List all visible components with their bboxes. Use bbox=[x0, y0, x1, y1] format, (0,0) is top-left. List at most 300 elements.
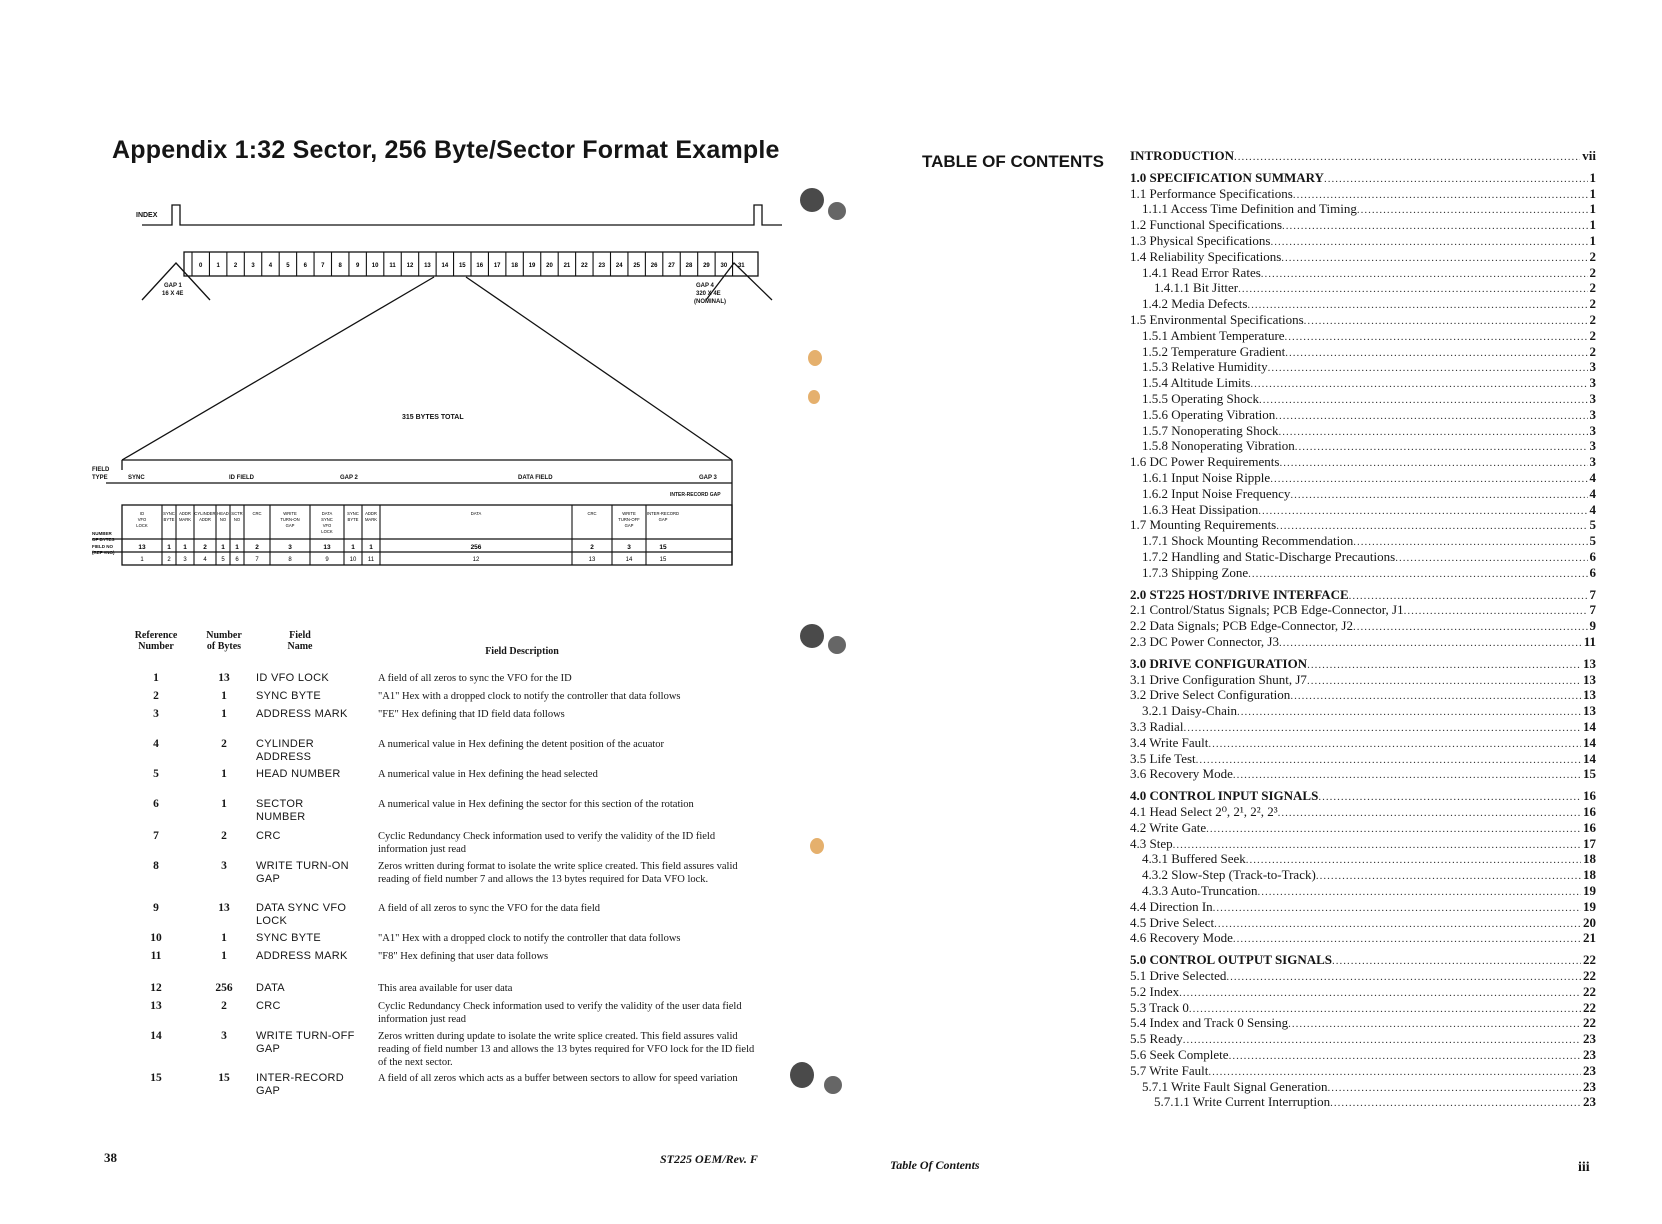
toc-entry-title: 5.1 Drive Selected bbox=[1130, 968, 1227, 983]
column-name: SYNC bbox=[321, 517, 333, 522]
toc-entry[interactable] bbox=[1130, 820, 1596, 836]
column-name: NO bbox=[219, 517, 227, 522]
field-ref: 4 bbox=[153, 738, 159, 750]
toc-entry-title: 1.7.2 Handling and Static-Discharge Precautions bbox=[1142, 549, 1396, 564]
toc-entry-title: 3.2.1 Daisy-Chain bbox=[1142, 703, 1237, 719]
row-label-number: NUMBER bbox=[92, 531, 112, 536]
toc-entry-page: 2 bbox=[1589, 343, 1596, 359]
toc-entry[interactable] bbox=[1130, 391, 1596, 407]
toc-entry-title: 1.5.3 Relative Humidity bbox=[1142, 359, 1268, 375]
sector-label: 13 bbox=[424, 263, 431, 269]
column-bytes: 1 bbox=[369, 544, 373, 551]
sector-label: 23 bbox=[598, 263, 606, 269]
toc-leader-dots bbox=[1270, 471, 1587, 487]
toc-entry[interactable] bbox=[1130, 517, 1596, 533]
toc-entry-title: 2.1 Control/Status Signals; PCB Edge-Connector, J1 bbox=[1130, 602, 1404, 618]
sector-label: 29 bbox=[703, 263, 710, 269]
column-name: ADDR bbox=[199, 517, 211, 522]
stain-1 bbox=[808, 350, 822, 366]
toc-leader-dots bbox=[1316, 868, 1581, 884]
header-ref-2: Number bbox=[138, 641, 174, 652]
toc-entry[interactable] bbox=[1130, 1031, 1596, 1047]
toc-leader-dots bbox=[1196, 752, 1581, 768]
toc-entry-page: 5 bbox=[1589, 517, 1596, 533]
field-description: A numerical value in Hex defining the head selected bbox=[378, 769, 598, 780]
field-description: Zeros written during format to isolate the write splice created. This field assures valid reading of field number 7 and allows the 13 bytes required for Data VFO lock. bbox=[378, 861, 738, 885]
field-ref: 14 bbox=[150, 1030, 162, 1042]
column-name: GAP bbox=[658, 517, 668, 522]
field-ref: 1 bbox=[153, 672, 159, 684]
right-page-number: iii bbox=[1578, 1160, 1590, 1175]
toc-leader-dots bbox=[1179, 985, 1581, 1001]
toc-entry-page: 23 bbox=[1583, 1062, 1596, 1078]
field-description: A field of all zeros to sync the VFO for the ID bbox=[378, 673, 572, 684]
stain-3 bbox=[810, 838, 824, 854]
toc-leader-dots bbox=[1353, 619, 1588, 635]
toc-entry-page: 3 bbox=[1589, 359, 1596, 375]
field-description: A field of all zeros to sync the VFO for the data field bbox=[378, 903, 600, 914]
field-description: "F8" Hex defining that user data follows bbox=[378, 951, 549, 962]
toc-entry-title: 4.0 CONTROL INPUT SIGNALS bbox=[1130, 788, 1319, 804]
toc-entry[interactable] bbox=[1130, 656, 1596, 672]
toc-entry-page: 13 bbox=[1583, 687, 1596, 703]
toc-entry-title: 3.5 Life Test bbox=[1130, 750, 1196, 766]
column-name: MARK bbox=[178, 517, 192, 522]
column-name: CYLINDER bbox=[194, 511, 216, 516]
field-name: INTER-RECORD GAP bbox=[256, 1072, 344, 1097]
field-bytes: 1 bbox=[221, 950, 227, 962]
toc-entry-title: 1.0 SPECIFICATION SUMMARY bbox=[1130, 169, 1324, 185]
toc-leader-dots bbox=[1214, 916, 1581, 932]
field-ref: 2 bbox=[153, 690, 159, 702]
toc-entry[interactable] bbox=[1130, 930, 1596, 946]
toc-entry[interactable] bbox=[1130, 201, 1596, 217]
toc-leader-dots bbox=[1275, 408, 1587, 424]
column-name: SYNC bbox=[347, 511, 359, 516]
toc-entry-title: 1.5 Environmental Specifications bbox=[1130, 312, 1304, 327]
toc-entry[interactable] bbox=[1130, 1079, 1596, 1095]
column-name: VFO bbox=[322, 523, 332, 528]
field-ref: 6 bbox=[153, 798, 159, 810]
sector-label: 22 bbox=[581, 263, 588, 269]
toc-entry-page: 23 bbox=[1583, 1078, 1596, 1094]
toc-leader-dots bbox=[1247, 297, 1587, 313]
toc-entry[interactable] bbox=[1130, 587, 1596, 603]
toc-entry[interactable] bbox=[1130, 549, 1596, 565]
field-name: CRC bbox=[256, 830, 281, 842]
toc-entry-page: 13 bbox=[1583, 655, 1596, 671]
field-description: A numerical value in Hex defining the sector for this section of the rotation bbox=[378, 799, 694, 810]
sector-label: 31 bbox=[737, 263, 745, 269]
column-name: GAP bbox=[285, 523, 295, 528]
toc-entry[interactable] bbox=[1130, 836, 1596, 852]
column-name: DATA bbox=[470, 511, 482, 516]
column-ref: 15 bbox=[659, 557, 667, 563]
toc-entry-page: 19 bbox=[1583, 883, 1596, 898]
toc-entry-page: 16 bbox=[1583, 804, 1596, 819]
row-label-ref-no: (REF #NO) bbox=[92, 550, 115, 555]
toc-entry-page: 2 bbox=[1589, 327, 1596, 343]
sector-label: 1 bbox=[216, 263, 220, 269]
toc-entry-page: 14 bbox=[1583, 719, 1596, 734]
toc-entry[interactable] bbox=[1130, 423, 1596, 439]
column-name: HEAD bbox=[217, 511, 229, 516]
toc-entry-title: 1.1 Performance Specifications bbox=[1130, 185, 1293, 201]
toc-entry-title: 4.3.1 Buffered Seek bbox=[1142, 851, 1246, 867]
toc-entry[interactable] bbox=[1130, 602, 1596, 618]
toc-entry-page: 1 bbox=[1589, 233, 1596, 248]
column-name: DATA bbox=[321, 511, 333, 516]
field-bytes: 1 bbox=[221, 932, 227, 944]
gap4-label: GAP 4 bbox=[696, 283, 714, 289]
toc-leader-dots bbox=[1357, 202, 1588, 218]
toc-entry[interactable] bbox=[1130, 788, 1596, 804]
field-ref: 12 bbox=[150, 982, 162, 994]
toc-entry-page: 2 bbox=[1589, 312, 1596, 327]
field-ref: 13 bbox=[150, 1000, 162, 1012]
toc-entry[interactable] bbox=[1130, 751, 1596, 767]
header-num-1: Number bbox=[206, 630, 242, 641]
toc-entry[interactable] bbox=[1130, 328, 1596, 344]
field-name: HEAD NUMBER bbox=[256, 768, 341, 780]
toc-leader-dots bbox=[1246, 852, 1581, 868]
field-bytes: 2 bbox=[221, 738, 227, 750]
column-name: VFO bbox=[137, 517, 147, 522]
toc-entry-title: 1.2 Functional Specifications bbox=[1130, 217, 1283, 233]
toc-entry-title: 1.5.7 Nonoperating Shock bbox=[1142, 422, 1279, 438]
column-ref: 2 bbox=[167, 557, 171, 563]
toc-entry[interactable] bbox=[1130, 565, 1596, 581]
toc-entry[interactable] bbox=[1130, 280, 1596, 296]
toc-entry[interactable] bbox=[1130, 899, 1596, 915]
sector-label: 21 bbox=[563, 263, 571, 269]
toc-entry[interactable] bbox=[1130, 1000, 1596, 1016]
column-ref: 7 bbox=[255, 557, 259, 563]
column-ref: 3 bbox=[183, 557, 187, 563]
inter-record-gap-label: INTER-RECORD GAP bbox=[670, 492, 721, 498]
toc-entry-title: 1.5.1 Ambient Temperature bbox=[1142, 327, 1285, 343]
toc-entry[interactable] bbox=[1130, 502, 1596, 518]
toc-leader-dots bbox=[1278, 805, 1581, 821]
toc-entry[interactable] bbox=[1130, 217, 1596, 233]
toc-entry-page: 15 bbox=[1583, 766, 1596, 782]
toc-entry[interactable] bbox=[1130, 249, 1596, 265]
toc-entry[interactable] bbox=[1130, 952, 1596, 968]
toc-entry-title: 2.2 Data Signals; PCB Edge-Connector, J2 bbox=[1130, 618, 1353, 634]
toc-entry-title: 1.3 Physical Specifications bbox=[1130, 233, 1271, 248]
toc-entry-title: 2.0 ST225 HOST/DRIVE INTERFACE bbox=[1130, 586, 1349, 602]
field-ref: 10 bbox=[150, 932, 162, 944]
stain-2 bbox=[808, 390, 820, 404]
toc-entry-page: 16 bbox=[1583, 788, 1596, 804]
toc-entry-page: 16 bbox=[1583, 819, 1596, 835]
toc-entry-page: 7 bbox=[1589, 586, 1596, 602]
toc-leader-dots bbox=[1208, 1064, 1581, 1080]
toc-entry-page: 22 bbox=[1583, 968, 1596, 983]
toc-entry-title: 3.0 DRIVE CONFIGURATION bbox=[1130, 655, 1308, 671]
toc-leader-dots bbox=[1208, 736, 1581, 752]
sector-label: 15 bbox=[458, 263, 466, 269]
toc-entry[interactable] bbox=[1130, 375, 1596, 391]
toc-leader-dots bbox=[1270, 234, 1587, 250]
sector-label: 16 bbox=[476, 263, 484, 269]
column-ref: 1 bbox=[140, 557, 144, 563]
field-ref: 8 bbox=[153, 860, 159, 872]
toc-entry[interactable] bbox=[1130, 359, 1596, 375]
sector-label: 2 bbox=[233, 263, 238, 269]
column-name: LOCK bbox=[136, 523, 148, 528]
toc-entry-title: 1.6.2 Input Noise Frequency bbox=[1142, 485, 1291, 501]
toc-entry-title: 4.3.3 Auto-Truncation bbox=[1142, 883, 1258, 898]
toc-leader-dots bbox=[1257, 884, 1581, 900]
column-bytes: 13 bbox=[138, 544, 146, 551]
toc-entry-page: 3 bbox=[1589, 438, 1596, 454]
binder-hole-1 bbox=[800, 188, 824, 212]
toc-entry-title: 3.6 Recovery Mode bbox=[1130, 766, 1233, 782]
toc-entry[interactable] bbox=[1130, 486, 1596, 502]
column-name: WRITE bbox=[622, 511, 636, 516]
sector-label: 6 bbox=[303, 263, 308, 269]
toc-leader-dots bbox=[1268, 360, 1588, 376]
toc-entry[interactable] bbox=[1130, 344, 1596, 360]
toc-entry[interactable] bbox=[1130, 1094, 1596, 1110]
toc-entry-page: 22 bbox=[1583, 1015, 1596, 1031]
toc-entry-page: 3 bbox=[1589, 391, 1596, 406]
toc-entry[interactable] bbox=[1130, 170, 1596, 186]
toc-entry-page: 6 bbox=[1589, 564, 1596, 580]
toc-entry-page: 13 bbox=[1583, 671, 1596, 687]
format-diagram bbox=[92, 195, 792, 600]
toc-leader-dots bbox=[1183, 1032, 1581, 1048]
toc-entry-page: 5 bbox=[1589, 533, 1596, 549]
column-name: INTER-RECORD bbox=[646, 511, 680, 516]
sector-label: 11 bbox=[389, 263, 396, 269]
toc-entry[interactable] bbox=[1130, 148, 1596, 164]
page-title: Appendix 1:32 Sector, 256 Byte/Sector Format Example bbox=[112, 136, 780, 164]
field-table-header bbox=[132, 630, 772, 670]
toc-leader-dots bbox=[1404, 603, 1588, 619]
header-ref-1: Reference bbox=[134, 630, 178, 641]
header-num-2: of Bytes bbox=[206, 641, 242, 652]
toc-leader-dots bbox=[1248, 566, 1587, 582]
toc-entry[interactable] bbox=[1130, 454, 1596, 470]
field-name: DATA SYNC VFO LOCK bbox=[256, 902, 347, 927]
toc-leader-dots bbox=[1330, 1095, 1581, 1111]
field-name: CRC bbox=[256, 1000, 281, 1012]
toc-entry-title: 5.7.1.1 Write Current Interruption bbox=[1154, 1094, 1331, 1110]
toc-entry-page: 6 bbox=[1589, 549, 1596, 564]
field-bytes: 256 bbox=[215, 982, 233, 994]
toc-entry-title: 3.2 Drive Select Configuration bbox=[1130, 687, 1291, 703]
toc-leader-dots bbox=[1229, 1048, 1581, 1064]
toc-entry-page: 4 bbox=[1589, 470, 1596, 485]
header-desc: Field Description bbox=[485, 646, 559, 657]
toc-entry-title: 5.3 Track 0 bbox=[1130, 999, 1189, 1015]
toc-entry-title: 1.4.2 Media Defects bbox=[1142, 296, 1248, 312]
total-bytes-label: 315 BYTES TOTAL bbox=[402, 414, 464, 421]
field-ref: 7 bbox=[153, 830, 159, 842]
toc-entry[interactable] bbox=[1130, 883, 1596, 899]
field-ref: 11 bbox=[150, 950, 162, 962]
toc-entry[interactable] bbox=[1130, 1063, 1596, 1079]
column-ref: 11 bbox=[367, 557, 375, 563]
gap1-value: 16 X 4E bbox=[162, 291, 184, 297]
column-bytes: 1 bbox=[167, 544, 171, 551]
toc-entry-title: 1.7.1 Shock Mounting Recommendation bbox=[1142, 533, 1354, 549]
field-type-label-1: FIELD bbox=[92, 467, 110, 473]
column-ref: 13 bbox=[588, 557, 596, 563]
toc-entry-title: 1.5.5 Operating Shock bbox=[1142, 391, 1259, 406]
column-name: BYTE bbox=[163, 517, 175, 522]
toc-leader-dots bbox=[1261, 266, 1588, 282]
toc-entry-page: 22 bbox=[1583, 983, 1596, 999]
toc-entry[interactable] bbox=[1130, 703, 1596, 719]
toc-entry-page: 3 bbox=[1589, 422, 1596, 438]
toc-leader-dots bbox=[1349, 588, 1588, 604]
toc-entry[interactable] bbox=[1130, 1047, 1596, 1063]
field-bytes: 1 bbox=[221, 708, 227, 720]
toc-heading: TABLE OF CONTENTS bbox=[922, 152, 1104, 171]
toc-entry-page: 2 bbox=[1589, 264, 1596, 280]
toc-leader-dots bbox=[1258, 503, 1587, 519]
toc-entry[interactable] bbox=[1130, 265, 1596, 281]
index-label: INDEX bbox=[136, 212, 158, 219]
toc-entry-page: 3 bbox=[1589, 406, 1596, 422]
field-name: ID VFO LOCK bbox=[256, 672, 329, 684]
field-bytes: 15 bbox=[218, 1072, 230, 1084]
toc-leader-dots bbox=[1173, 837, 1581, 853]
toc-entry-title: 1.5.4 Altitude Limits bbox=[1142, 375, 1251, 391]
toc-entry-title: INTRODUCTION bbox=[1130, 148, 1235, 163]
toc-entry-title: 1.4.1 Read Error Rates bbox=[1142, 264, 1261, 280]
toc-entry[interactable] bbox=[1130, 233, 1596, 249]
toc-entry[interactable] bbox=[1130, 312, 1596, 328]
toc-entry-title: 1.4.1.1 Bit Jitter bbox=[1154, 280, 1239, 296]
toc-entry-page: 21 bbox=[1583, 930, 1596, 946]
toc-entry[interactable] bbox=[1130, 672, 1596, 688]
column-ref: 8 bbox=[288, 557, 292, 563]
toc-entry-title: 4.3 Step bbox=[1130, 835, 1173, 851]
toc-entry[interactable] bbox=[1130, 634, 1596, 650]
toc-entry-title: 2.3 DC Power Connector, J3 bbox=[1130, 634, 1279, 649]
column-bytes: 3 bbox=[288, 544, 292, 551]
toc-entry-page: 7 bbox=[1589, 602, 1596, 618]
toc-entry[interactable] bbox=[1130, 438, 1596, 454]
column-bytes: 3 bbox=[627, 544, 631, 551]
field-description: "A1" Hex with a dropped clock to notify the controller that data follows bbox=[378, 933, 681, 944]
toc-entry-page: 3 bbox=[1589, 454, 1596, 470]
toc-entry-page: 3 bbox=[1589, 375, 1596, 391]
toc-entry-title: 1.6.3 Heat Dissipation bbox=[1142, 501, 1259, 517]
toc-entry[interactable] bbox=[1130, 867, 1596, 883]
toc-leader-dots bbox=[1285, 345, 1587, 361]
toc-entry-page: 1 bbox=[1589, 201, 1596, 217]
toc-entry[interactable] bbox=[1130, 1015, 1596, 1031]
field-description: This area available for user data bbox=[378, 983, 513, 994]
toc-entry[interactable] bbox=[1130, 719, 1596, 735]
toc-entry-title: 5.6 Seek Complete bbox=[1130, 1047, 1229, 1062]
toc-leader-dots bbox=[1279, 455, 1587, 471]
toc-entry[interactable] bbox=[1130, 984, 1596, 1000]
toc-leader-dots bbox=[1276, 518, 1587, 534]
toc-entry-title: 1.5.6 Operating Vibration bbox=[1142, 406, 1276, 422]
field-bytes: 2 bbox=[221, 1000, 227, 1012]
column-name: SCTR bbox=[231, 511, 243, 516]
toc-leader-dots bbox=[1324, 171, 1588, 187]
toc-entry-title: 5.5 Ready bbox=[1130, 1031, 1183, 1047]
toc-entry[interactable] bbox=[1130, 804, 1596, 820]
toc-entry-page: 23 bbox=[1583, 1047, 1596, 1062]
toc-entry[interactable] bbox=[1130, 968, 1596, 984]
toc-entry-page: 22 bbox=[1583, 952, 1596, 968]
toc-entry-page: 20 bbox=[1583, 914, 1596, 930]
toc-leader-dots bbox=[1328, 1080, 1581, 1096]
toc-entry-page: 13 bbox=[1583, 703, 1596, 719]
binder-hole-2 bbox=[828, 202, 846, 220]
field-bytes: 1 bbox=[221, 768, 227, 780]
column-bytes: 13 bbox=[323, 544, 331, 551]
toc-entry[interactable] bbox=[1130, 186, 1596, 202]
column-ref: 9 bbox=[325, 557, 329, 563]
column-bytes: 15 bbox=[659, 544, 667, 551]
field-ref: 5 bbox=[153, 768, 159, 780]
toc-entry[interactable] bbox=[1130, 470, 1596, 486]
field-bytes: 2 bbox=[221, 830, 227, 842]
toc-leader-dots bbox=[1304, 313, 1588, 329]
toc-leader-dots bbox=[1282, 218, 1587, 234]
toc-entry-page: 17 bbox=[1583, 835, 1596, 851]
toc-entry-title: 1.7 Mounting Requirements bbox=[1130, 517, 1277, 533]
toc-entry[interactable] bbox=[1130, 735, 1596, 751]
column-name: BYTE bbox=[347, 517, 359, 522]
column-name: CRC bbox=[587, 511, 597, 516]
toc-entry[interactable] bbox=[1130, 766, 1596, 782]
field-bytes: 13 bbox=[218, 672, 230, 684]
left-footer: ST225 OEM/Rev. F bbox=[660, 1152, 758, 1166]
column-name: LOCK bbox=[321, 529, 333, 534]
toc-entry[interactable] bbox=[1130, 915, 1596, 931]
toc-entry[interactable] bbox=[1130, 533, 1596, 549]
toc-entry[interactable] bbox=[1130, 618, 1596, 634]
sector-label: 10 bbox=[371, 263, 379, 269]
field-ref: 3 bbox=[153, 708, 159, 720]
toc-leader-dots bbox=[1250, 376, 1587, 392]
toc-entry-page: 11 bbox=[1583, 634, 1596, 649]
toc-entry[interactable] bbox=[1130, 851, 1596, 867]
sector-label: 18 bbox=[511, 263, 518, 269]
toc-entry[interactable] bbox=[1130, 407, 1596, 423]
binder-hole-4 bbox=[828, 636, 846, 654]
sector-label: 28 bbox=[685, 263, 693, 269]
sector-label: 0 bbox=[199, 263, 203, 269]
toc-entry-title: 3.3 Radial bbox=[1130, 719, 1184, 734]
toc-entry-title: 1.6.1 Input Noise Ripple bbox=[1142, 470, 1271, 485]
toc-entry-title: 5.7.1 Write Fault Signal Generation bbox=[1142, 1078, 1328, 1094]
column-ref: 10 bbox=[349, 557, 357, 563]
toc-entry-title: 1.6 DC Power Requirements bbox=[1130, 454, 1280, 470]
field-type-gap3: GAP 3 bbox=[699, 475, 717, 481]
toc-leader-dots bbox=[1189, 1001, 1581, 1017]
toc-entry[interactable] bbox=[1130, 687, 1596, 703]
toc-entry-page: 14 bbox=[1583, 750, 1596, 766]
gap4-note: (NOMINAL) bbox=[694, 299, 726, 305]
field-description: Cyclic Redundancy Check information used to verify the validity of the ID field information just read bbox=[378, 831, 716, 855]
toc-leader-dots bbox=[1307, 673, 1581, 689]
sector-label: 8 bbox=[338, 263, 342, 269]
toc-entry[interactable] bbox=[1130, 296, 1596, 312]
sector-label: 17 bbox=[493, 263, 501, 269]
sector-label: 24 bbox=[615, 263, 623, 269]
